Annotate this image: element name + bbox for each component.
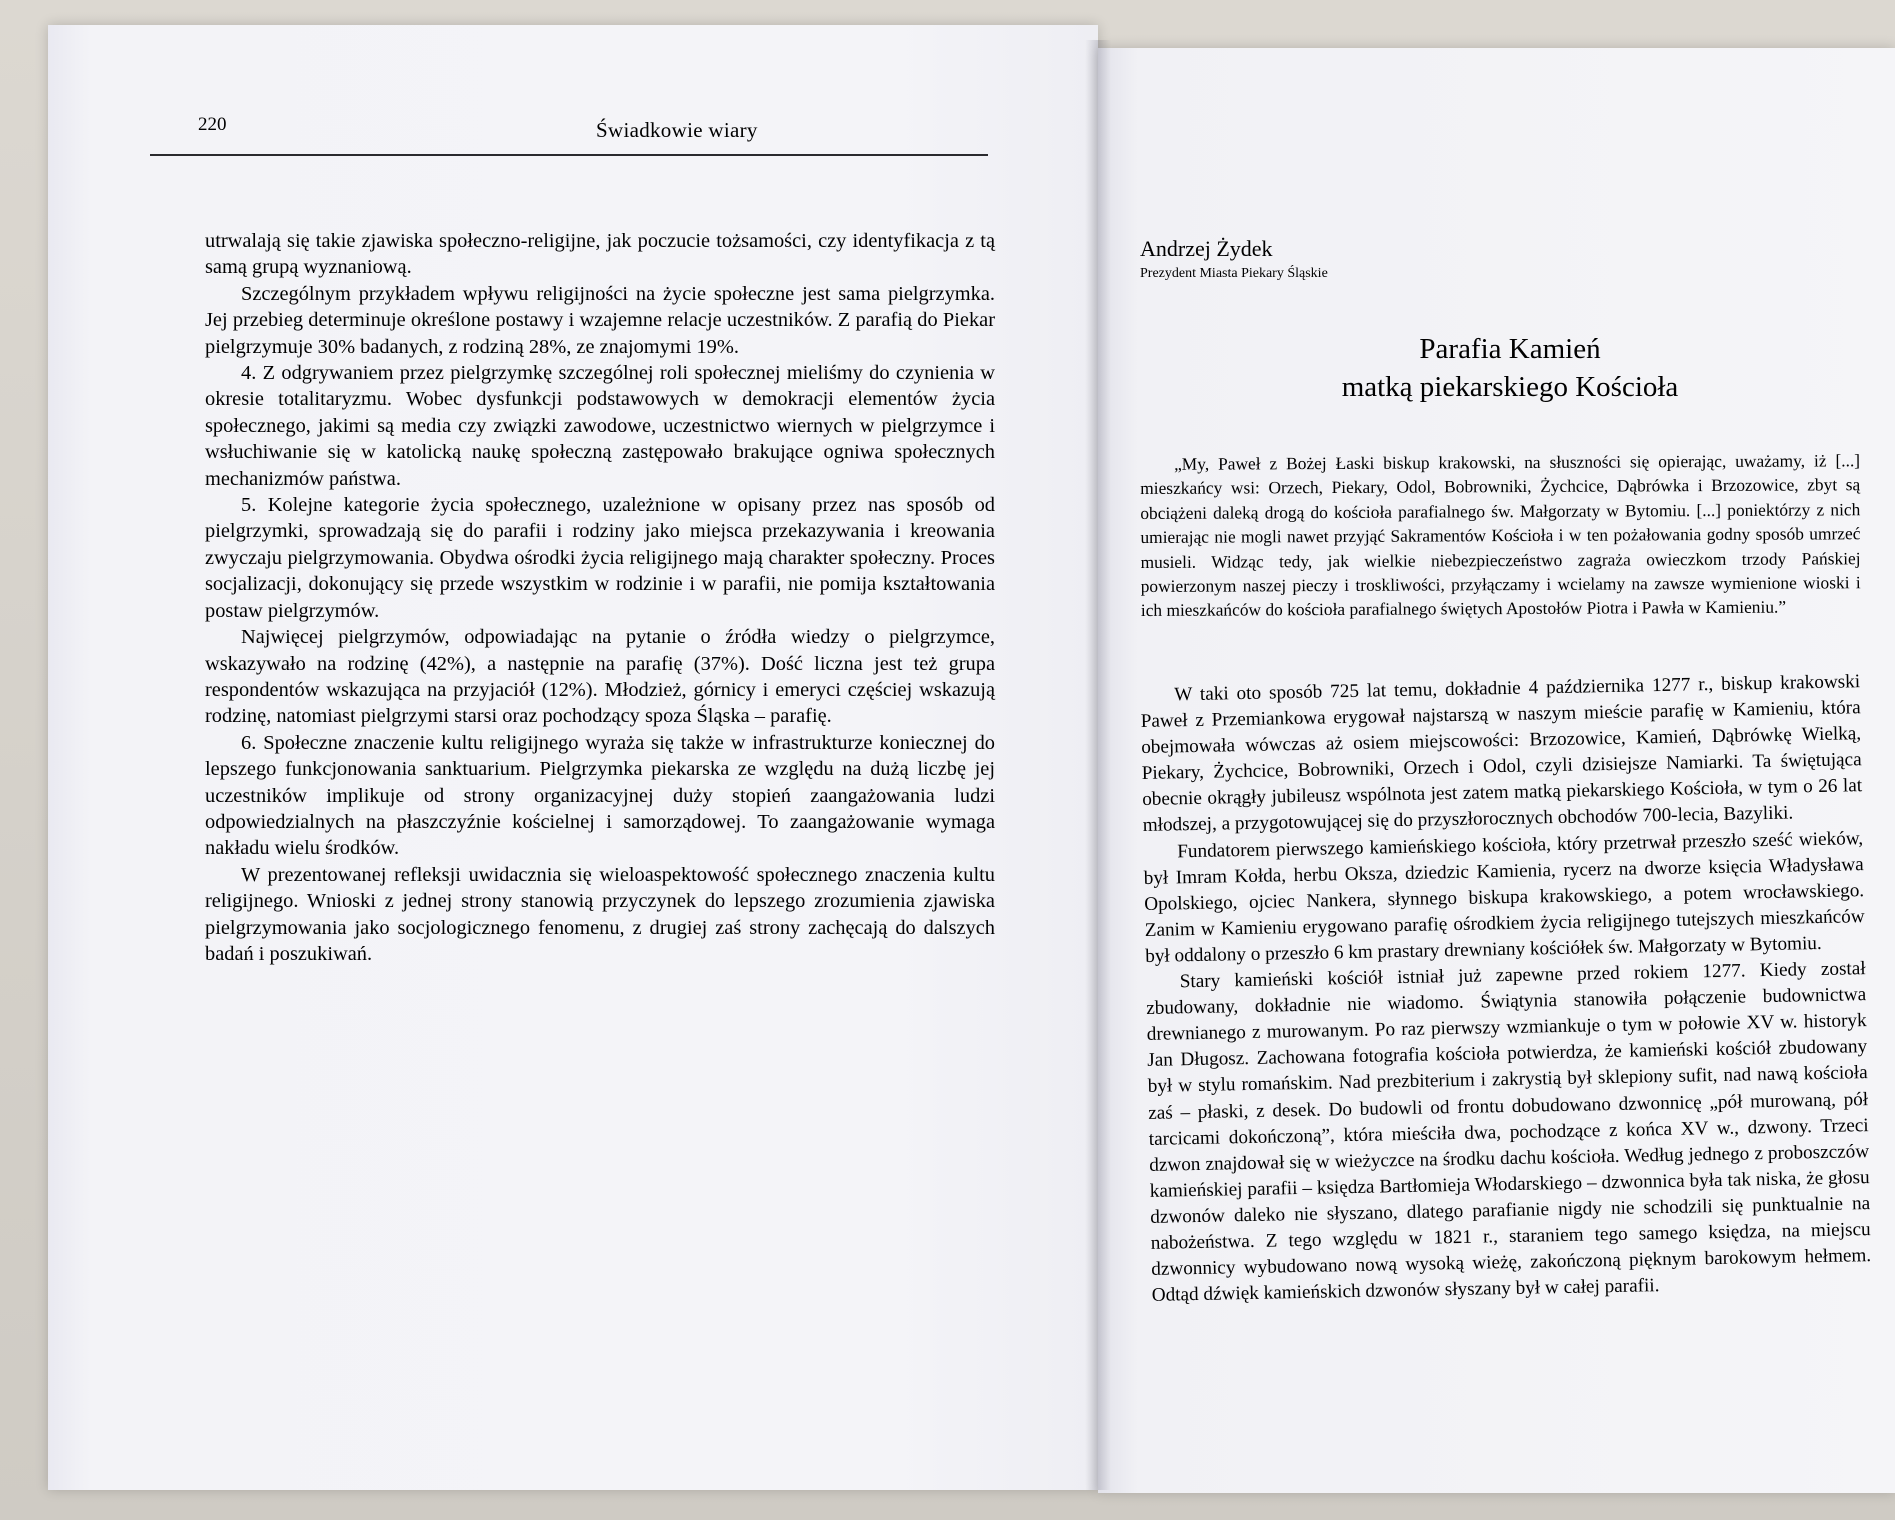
author-name: Andrzej Żydek: [1140, 236, 1273, 261]
article-title-line: Parafia Kamień: [1419, 333, 1601, 365]
article-title-line: matką piekarskiego Kościoła: [1341, 371, 1679, 403]
paragraph: utrwalają się takie zjawiska społeczno-religijne, jak poczucie tożsamości, czy identyfikacja z tą samą grupą wyznaniową.: [205, 230, 995, 279]
paragraph: W prezentowanej refleksji uwidacznia się wieloaspektowość społecznego znaczenia kultu religijnego. Wnioski z jednej strony stanowią przyczynek do lepszego zrozumienia zjawiska pielgrzymowania jako socjologicznego fenomenu, z drugiej zaś strony zachęcają do dalszych badań i poszukiwań.: [205, 863, 995, 965]
quote-paragraph: „My, Paweł z Bożej Łaski biskup krakowski, na słuszności się opierając, uważamy, iż [...] mieszkańcy wsi: Orzech, Piekary, Odol, Bobrowniki, Żychcice, Dąbrówka i Brzozowice, zbyt są obciążeni daleką drogą do kościoła parafialnego św. Małgorzaty w Bytomiu. [...] poniektórzy z nich umierając nie mogli nawet przyjąć Sakramentów Kościoła i w ten pożałowania godny sposób umrzeć musieli. Widząc tedy, jak wielkie niebezpieczeństwo zagraża owieczkom trzody Pańskiej powierzonym naszej pieczy i troskliwości, przyłączamy i wcielamy na zawsze wymienione wioski i ich mieszkańców do kościoła parafialnego świętych Apostołów Piotra i Pawła w Kamieniu.”: [1140, 450, 1861, 621]
paragraph: 4. Z odgrywaniem przez pielgrzymkę szczególnej roli społecznej mieliśmy do czynienia w okresie totalitaryzmu. Wobec dysfunkcji podstawowych w demokracji elementów życia społecznego, jakimi są media czy związki zawodowe, uczestnictwo wiernych w pielgrzymce i wsłuchiwanie się w katolicką naukę społeczną zastępowało brakujące ogniwa społecznych mechanizmów państwa.: [205, 362, 995, 490]
paragraph: Szczególnym przykładem wpływu religijności na życie społeczne jest sama pielgrzymka. Jej przebieg determinuje określone postawy i wzajemne relacje uczestników. Z parafią do Piekar pielgrzymuje 30% badanych, z rodziną 28%, ze znajomymi 19%.: [205, 282, 995, 358]
running-head: [150, 112, 988, 156]
left-body-text: [205, 228, 995, 967]
right-body-text: [1140, 669, 1872, 1309]
paragraph: W taki oto sposób 725 lat temu, dokładnie 4 października 1277 r., biskup krakowski Paweł z Przemiankowa erygował najstarszą w naszym mieście parafię w Kamieniu, która obejmowała wówczas aż osiem miejscowości: Brzozowice, Kamień, Dąbrówkę Wielką, Piekary, Żychcice, Bobrowniki, Orzech i Odol, czyli dzisiejsze Namiarki. Ta świętująca obecnie okrągły jubileusz wspólnota jest zatem matką piekarskiego Kościoła, w tym o 26 lat młodszej, a przygotowującej się do przyszłorocznych obchodów 700-lecia, Bazyliki.: [1140, 671, 1863, 837]
author-role: Prezydent Miasta Piekary Śląskie: [1140, 266, 1328, 281]
quote-block: [1140, 448, 1861, 623]
book-gutter: [1085, 40, 1111, 1490]
author-block: [1140, 236, 1328, 282]
paragraph: 5. Kolejne kategorie życia społecznego, uzależnione w opisany przez nas sposób od pielgrzymki, sprowadzają się do parafii i rodziny jako miejsca przekazywania i kreowania zwyczaju pielgrzymowania. Obydwa ośrodki życia religijnego mają charakter społeczny. Proces socjalizacji, dokonujący się przede wszystkim w rodzinie i w parafii, nie pomija kształtowania postaw pielgrzymów.: [205, 494, 995, 622]
paragraph: Najwięcej pielgrzymów, odpowiadając na pytanie o źródła wiedzy o pielgrzymce, wskazywało na rodzinę (42%), a następnie na parafię (37%). Dość liczna jest też grupa respondentów wskazująca na przyjaciół (12%). Młodzież, górnicy i emeryci częściej wskazują rodzinę, natomiast pielgrzymi starsi oraz pochodzący spoza Śląska – parafię.: [205, 626, 995, 728]
paragraph: 6. Społeczne znaczenie kultu religijnego wyraża się także w infrastrukturze koniecznej do lepszego funkcjonowania sanktuarium. Pielgrzymka piekarska ze względu na dużą liczbę jej uczestników implikuje od strony organizacyjnej duży stopień zaangażowania ludzi odpowiedzialnych na płaszczyźnie kościelnej i samorządowej. To zaangażowanie wymaga nakładu wielu środków.: [205, 731, 995, 860]
article-title: [1300, 330, 1720, 406]
running-title: Świadkowie wiary: [596, 118, 758, 142]
page-number: 220: [198, 114, 227, 135]
paragraph: Fundatorem pierwszego kamieńskiego kościoła, który przetrwał przeszło sześć wieków, był Imram Kołda, herbu Oksza, dziedzic Kamienia, rycerz na dworze księcia Władysława Opolskiego, ojciec Nankera, słynnego biskupa krakowskiego, a potem wrocławskiego. Zanim w Kamieniu erygowano parafię ośrodkiem życia religijnego tutejszych mieszkańców był oddalony o przeszło 6 km prastary drewniany kościółek św. Małgorzaty w Bytomiu.: [1143, 827, 1865, 967]
paragraph: Stary kamieński kościół istniał już zapewne przed rokiem 1277. Kiedy został zbudowany, dokładnie nie wiadomo. Świątynia stanowiła połączenie budownictwa drewnianego z murowanym. Po raz pierwszy wzmiankuje o tym w połowie XV w. historyk Jan Długosz. Zachowana fotografia kościoła potwierdza, że kamieński kościół zbudowany był w stylu romańskim. Nad prezbiterium i zakrystią był sklepiony sufit, nad nawą kościoła zaś – płaski, z desek. Do budowli od frontu dobudowano dzwonnicę „pół murowaną, pół tarcicami dokończoną”, która mieściła dwa, pochodzące z końca XV w., dzwony. Trzeci dzwon znajdował się w wieżyczce na środku dachu kościoła. Według jednego z proboszczów kamieńskiej parafii – księdza Bartłomieja Włodarskiego – dzwonnica była tak niska, że głosu dzwonów daleko nie słyszano, dlatego parafianie nigdy nie schodzili się punktualnie na nabożeństwa. Z tego względu w 1821 r., staraniem tego samego księdza, na miejscu dzwonnicy wybudowano nową wysoką wieżę, zakończoną pięknym barokowym hełmem. Odtąd dźwięk kamieńskich dzwonów słyszany był w całej parafii.: [1146, 958, 1872, 1307]
